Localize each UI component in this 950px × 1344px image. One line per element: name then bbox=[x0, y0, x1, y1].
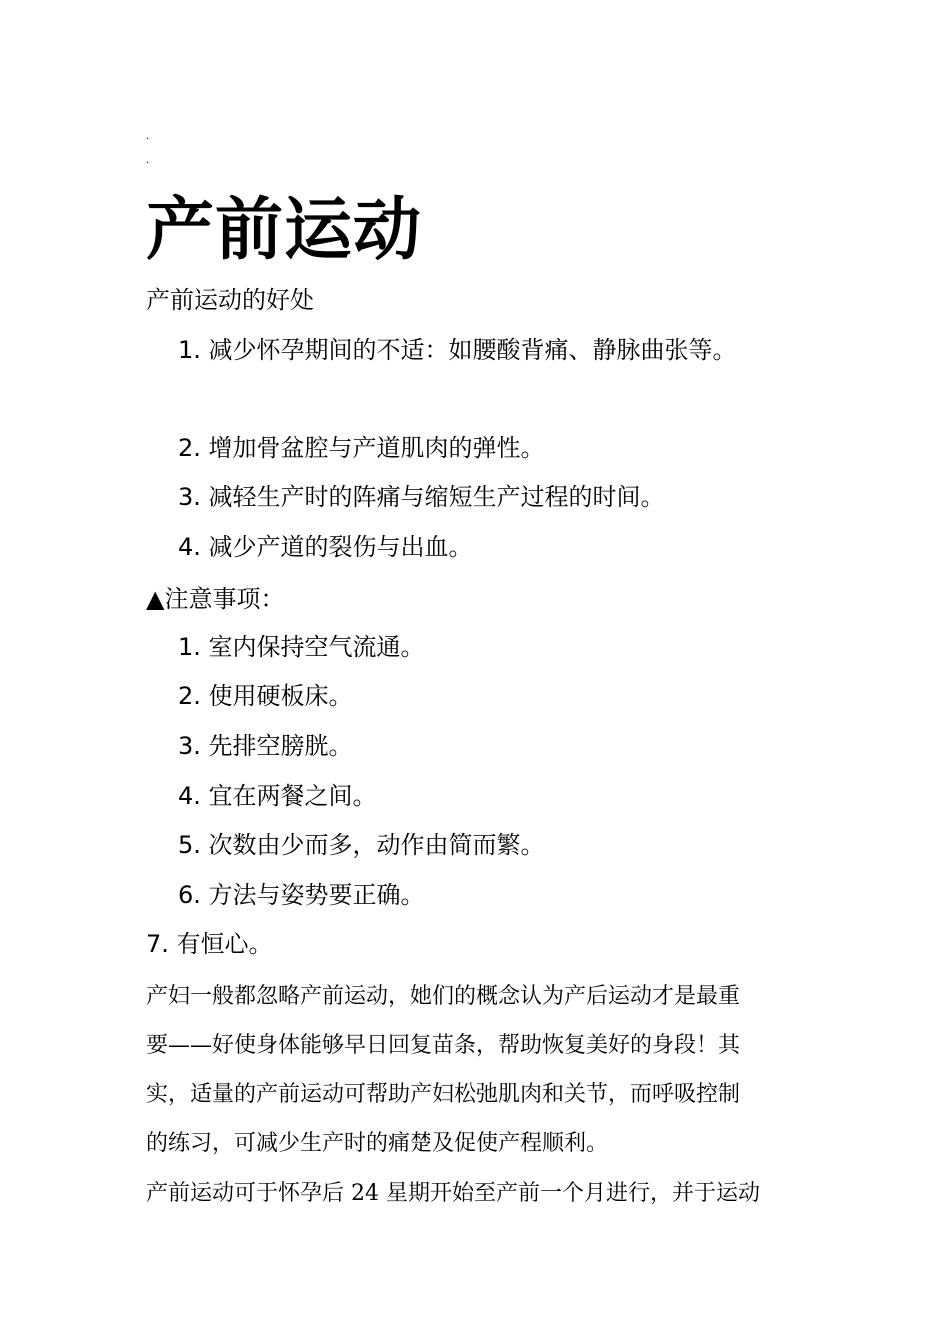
list-item-text: 次数由少而多，动作由简而繁。 bbox=[208, 831, 545, 859]
list-item-number: 6. bbox=[178, 881, 201, 909]
list-item-number: 1. bbox=[178, 336, 201, 364]
list-item-text: 先排空膀胱。 bbox=[208, 732, 353, 760]
list-item-number: 3. bbox=[178, 483, 201, 511]
list-item bbox=[178, 678, 353, 714]
list-item-text: 减轻生产时的阵痛与缩短生产过程的时间。 bbox=[208, 483, 665, 511]
list-item-text: 使用硬板床。 bbox=[208, 682, 353, 710]
list-item-number: 1. bbox=[178, 633, 201, 661]
list-item-text: 宜在两餐之间。 bbox=[208, 782, 377, 810]
paragraph-line: 要——好使身体能够早日回复苗条，帮助恢复美好的身段！其 bbox=[146, 1033, 741, 1058]
list-item-text: 减少产道的裂伤与出血。 bbox=[208, 533, 473, 561]
list-item-text: 增加骨盆腔与产道肌肉的弹性。 bbox=[208, 434, 545, 462]
list-item-number: 7. bbox=[146, 930, 169, 958]
list-item-number: 2. bbox=[178, 434, 201, 462]
list-item bbox=[178, 430, 545, 466]
list-item bbox=[178, 332, 737, 368]
list-item-number: 3. bbox=[178, 732, 201, 760]
list-item bbox=[146, 926, 273, 962]
list-item-text: 方法与姿势要正确。 bbox=[208, 881, 425, 909]
paragraph-line: 实，适量的产前运动可帮助产妇松弛肌肉和关节，而呼吸控制 bbox=[146, 1082, 741, 1107]
list-item bbox=[178, 529, 473, 565]
list-item bbox=[178, 778, 377, 814]
page-title: 产前运动 bbox=[146, 190, 423, 270]
list-item-text: 有恒心。 bbox=[176, 930, 273, 958]
list-item-text: 室内保持空气流通。 bbox=[208, 633, 425, 661]
paragraph-line: 产妇一般都忽略产前运动，她们的概念认为产后运动才是最重 bbox=[146, 984, 741, 1009]
benefits-heading: 产前运动的好处 bbox=[146, 286, 314, 314]
list-item-number: 2. bbox=[178, 682, 201, 710]
list-item-number: 4. bbox=[178, 533, 201, 561]
list-item bbox=[178, 877, 425, 913]
list-item-number: 5. bbox=[178, 831, 201, 859]
list-item-text: 减少怀孕期间的不适：如腰酸背痛、静脉曲张等。 bbox=[208, 336, 737, 364]
list-item bbox=[178, 479, 665, 515]
list-item bbox=[178, 629, 425, 665]
notes-heading: ▲注意事项： bbox=[146, 585, 285, 613]
paragraph-line: 的练习，可减少生产时的痛楚及促使产程顺利。 bbox=[146, 1131, 609, 1156]
list-item-number: 4. bbox=[178, 782, 201, 810]
paragraph-line: 产前运动可于怀孕后 24 星期开始至产前一个月进行，并于运动 bbox=[146, 1181, 760, 1206]
marker-dot: . bbox=[146, 155, 150, 166]
list-item bbox=[178, 827, 545, 863]
marker-dot: . bbox=[146, 131, 150, 142]
list-item bbox=[178, 728, 353, 764]
